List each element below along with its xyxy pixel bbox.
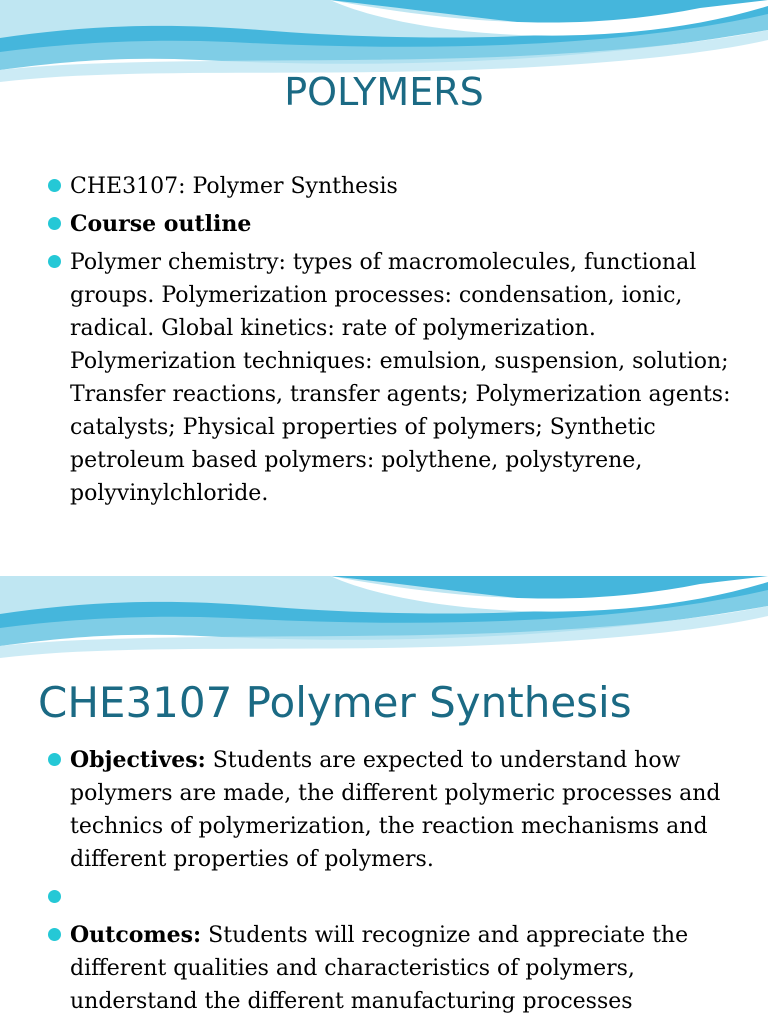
bullet-list [46, 170, 736, 515]
bullet-list [46, 744, 736, 1023]
bullet-dot-icon [48, 255, 61, 268]
bullet-bold-text: Outcomes: [70, 922, 202, 948]
bullet-dot-icon [48, 217, 61, 230]
bullet-dot-icon [48, 753, 61, 766]
header-wave-decoration [0, 576, 768, 676]
bullet-item [46, 170, 736, 203]
bullet-dot-icon [48, 179, 61, 192]
bullet-text: Students are expected to understand how polymers are made, the different polymeric processes and technics of polymerization, the reaction mechanisms and different properties of polymers. [70, 748, 721, 872]
bullet-item [46, 208, 736, 241]
bullet-bold-text: Objectives: [70, 747, 206, 773]
slide-divider [0, 562, 768, 576]
bullet-dot-icon [48, 928, 61, 941]
bullet-text: CHE3107: Polymer Synthesis [70, 174, 398, 199]
slide-title: CHE3107 Polymer Synthesis [38, 678, 632, 727]
bullet-text: Students will recognize and appreciate the different qualities and characteristics of polymers, understand the different manufacturing processes [70, 923, 689, 1014]
slide-course-info [0, 576, 768, 1024]
bullet-item [46, 246, 736, 510]
bullet-dot-icon [48, 890, 61, 903]
bullet-item [46, 881, 736, 914]
bullet-text: Polymer chemistry: types of macromolecules, functional groups. Polymerization processes: condensation, ionic, radical. Global kinetics: rate of polymerization. Polymerization techniques: emulsion, suspension, solution; Transfer reactions, transfer agents; Polymerization agents: catalysts; Physical properties of polymers; Synthetic petroleum based polymers: polythene, polystyrene, polyvinylchloride. [70, 250, 731, 506]
slide-title: POLYMERS [284, 70, 484, 114]
bullet-bold-text: Course outline [70, 211, 252, 237]
bullet-item [46, 744, 736, 876]
bullet-item [46, 919, 736, 1018]
